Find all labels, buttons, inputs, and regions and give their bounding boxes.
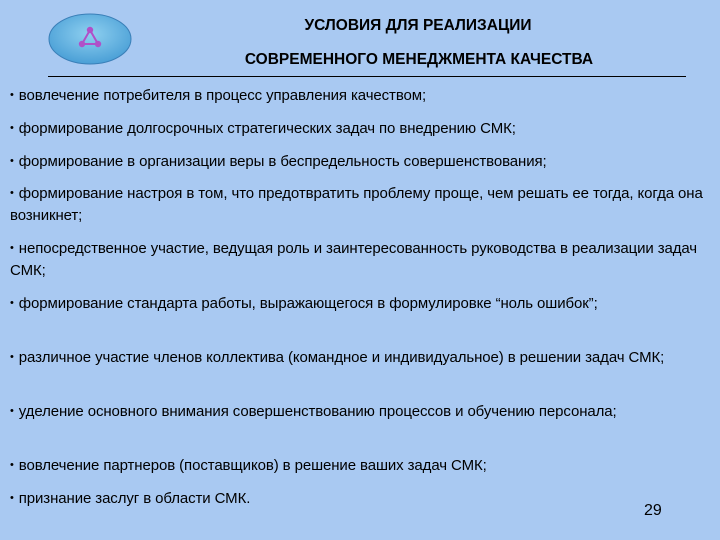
bullet-icon: • (10, 297, 14, 309)
list-item (10, 454, 487, 477)
list-item (10, 182, 716, 227)
list-item (10, 117, 516, 140)
list-item (10, 400, 617, 423)
logo-ellipse-icon (47, 12, 133, 66)
bullet-icon: • (10, 492, 14, 504)
title-divider (48, 76, 686, 77)
page-title (140, 16, 700, 70)
title-line-1: УСЛОВИЯ ДЛЯ РЕАЛИЗАЦИИ (304, 17, 532, 34)
list-item (10, 237, 716, 282)
bullet-icon: • (10, 155, 14, 167)
list-item-text: вовлечение партнеров (поставщиков) в решение ваших задач СМК; (18, 457, 487, 474)
list-item-text: признание заслуг в области СМК. (18, 490, 251, 507)
list-item (10, 487, 250, 510)
list-item-text: формирование в организации веры в беспредельность совершенствования; (18, 153, 547, 170)
list-item-text: формирование настроя в том, что предотвратить проблему проще, чем решать ее тогда, когда она возникнет; (10, 185, 703, 224)
bullet-icon: • (10, 405, 14, 417)
list-item-text: формирование стандарта работы, выражающегося в формулировке “ноль ошибок”; (18, 295, 598, 312)
list-item (10, 292, 598, 315)
list-item (10, 346, 664, 369)
list-item (10, 150, 547, 173)
list-item-text: различное участие членов коллектива (командное и индивидуальное) в решении задач СМК; (18, 349, 665, 366)
bullet-icon: • (10, 351, 14, 363)
list-item-text: вовлечение потребителя в процесс управления качеством; (18, 87, 427, 104)
list-item-text: непосредственное участие, ведущая роль и заинтересованность руководства в реализации задач СМК; (10, 240, 698, 279)
list-item-text: уделение основного внимания совершенствованию процессов и обучению персонала; (18, 403, 617, 420)
list-item (10, 84, 426, 107)
bullet-icon: • (10, 187, 14, 199)
list-item-text: формирование долгосрочных стратегических задач по внедрению СМК; (18, 120, 516, 137)
bullet-icon: • (10, 89, 14, 101)
bullet-icon: • (10, 459, 14, 471)
page-number: 29 (644, 502, 662, 519)
bullet-icon: • (10, 122, 14, 134)
bullet-icon: • (10, 242, 14, 254)
title-line-2: СОВРЕМЕННОГО МЕНЕДЖМЕНТА КАЧЕСТВА (244, 51, 594, 68)
